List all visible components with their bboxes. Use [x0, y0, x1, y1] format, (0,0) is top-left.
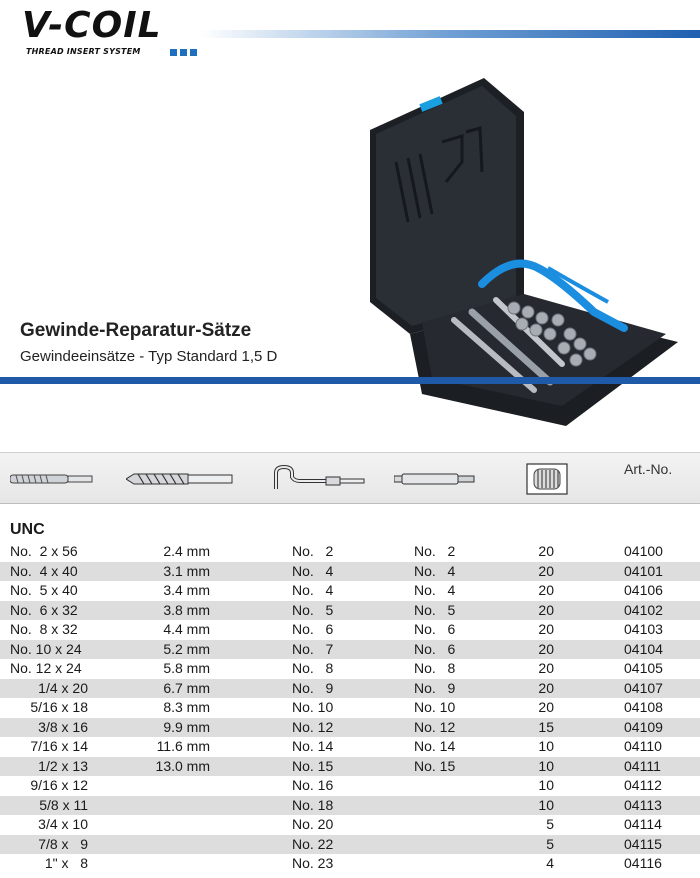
drill-size-cell: 11.6 mm: [156, 738, 210, 754]
installation-tool-cell: No. 7: [292, 640, 334, 657]
article-number-cell: 04106: [624, 582, 663, 598]
thread-size-cell: 1" x 8: [44, 855, 88, 871]
thread-size-cell: 3/4 x 10: [38, 816, 88, 832]
table-row: [0, 796, 700, 816]
tang-tool-cell: No. 9: [414, 679, 456, 696]
article-number-cell: 04112: [624, 777, 662, 793]
logo-subtitle: THREAD INSERT SYSTEM: [26, 47, 141, 56]
quantity-cell: 5: [546, 816, 554, 832]
installation-tool-cell: No. 4: [292, 562, 334, 579]
tang-tool-cell: No. 15: [414, 757, 456, 774]
installation-tool-icon: [270, 463, 366, 495]
article-number-cell: 04109: [624, 718, 663, 735]
blue-divider-band: [0, 377, 700, 384]
quantity-cell: 4: [546, 855, 554, 871]
article-number-cell: 04105: [624, 660, 663, 676]
tang-tool-cell: No. 10: [414, 699, 456, 715]
quantity-cell: 20: [538, 543, 554, 559]
installation-tool-cell: No. 18: [292, 796, 334, 813]
table-row: [0, 620, 700, 640]
installation-tool-cell: No. 12: [292, 718, 334, 735]
thread-size-cell: 9/16 x 12: [30, 777, 88, 793]
thread-size-cell: No. 2 x 56: [10, 543, 78, 559]
drill-size-cell: 9.9 mm: [163, 718, 210, 735]
tang-tool-cell: No. 8: [414, 660, 456, 676]
installation-tool-cell: No. 23: [292, 855, 334, 871]
article-number-cell: 04100: [624, 543, 663, 559]
table-row: [0, 581, 700, 601]
page-title: Gewinde-Reparatur-Sätze: [20, 320, 252, 341]
quantity-cell: 20: [538, 660, 554, 676]
installation-tool-cell: No. 9: [292, 679, 334, 696]
table-row: [0, 679, 700, 699]
quantity-cell: 10: [538, 738, 554, 754]
quantity-cell: 20: [538, 582, 554, 598]
tang-tool-cell: No. 6: [414, 640, 456, 657]
logo-squares: [170, 49, 197, 56]
table-row: [0, 835, 700, 855]
drill-size-cell: 3.4 mm: [163, 582, 210, 598]
drill-size-cell: 3.1 mm: [163, 562, 210, 579]
page-subtitle: Gewindeeinsätze - Typ Standard 1,5 D: [20, 348, 278, 365]
installation-tool-cell: No. 16: [292, 777, 334, 793]
thread-size-cell: No. 12 x 24: [10, 660, 82, 676]
tang-tool-cell: No. 2: [414, 543, 456, 559]
installation-tool-cell: No. 22: [292, 835, 334, 852]
quantity-cell: 20: [538, 562, 554, 579]
article-number-cell: 04103: [624, 621, 663, 637]
drill-size-cell: 13.0 mm: [155, 757, 210, 774]
thread-size-cell: No. 4 x 40: [10, 562, 78, 579]
tool-header-row: [0, 452, 700, 504]
table-row: [0, 737, 700, 757]
thread-size-cell: 5/16 x 18: [30, 699, 88, 715]
article-number-header: Art.-No.: [624, 461, 673, 477]
thread-size-cell: 7/8 x 9: [38, 835, 88, 852]
article-number-cell: 04101: [624, 562, 663, 579]
article-number-cell: 04115: [624, 835, 662, 852]
table-row: [0, 776, 700, 796]
article-number-cell: 04114: [624, 816, 662, 832]
section-label-unc: UNC: [10, 521, 45, 538]
quantity-cell: 20: [538, 601, 554, 618]
article-number-cell: 04116: [624, 855, 662, 871]
size-table: [0, 542, 700, 874]
table-row: [0, 757, 700, 777]
logo-text: V-COIL: [22, 5, 162, 46]
quantity-cell: 5: [546, 835, 554, 852]
quantity-cell: 20: [538, 699, 554, 715]
thread-insert-icon: [526, 463, 568, 495]
article-number-cell: 04110: [624, 738, 662, 754]
thread-size-cell: No. 6 x 32: [10, 601, 78, 618]
brand-logo: [22, 4, 192, 60]
thread-size-cell: 1/4 x 20: [38, 679, 88, 696]
article-number-cell: 04108: [624, 699, 663, 715]
table-row: [0, 640, 700, 660]
tang-tool-cell: No. 12: [414, 718, 456, 735]
quantity-cell: 10: [538, 757, 554, 774]
table-row: [0, 542, 700, 562]
tang-tool-cell: No. 4: [414, 582, 456, 598]
drill-bit-icon: [126, 472, 234, 486]
tang-tool-cell: No. 4: [414, 562, 456, 579]
quantity-cell: 10: [538, 796, 554, 813]
header-gradient-bar: [200, 30, 700, 38]
thread-size-cell: 3/8 x 16: [38, 718, 88, 735]
table-row: [0, 718, 700, 738]
table-row: [0, 854, 700, 874]
tang-tool-cell: No. 5: [414, 601, 456, 618]
thread-size-cell: No. 8 x 32: [10, 621, 78, 637]
tang-tool-cell: No. 6: [414, 621, 456, 637]
quantity-cell: 20: [538, 640, 554, 657]
installation-tool-cell: No. 15: [292, 757, 334, 774]
article-number-cell: 04102: [624, 601, 663, 618]
article-number-cell: 04107: [624, 679, 663, 696]
installation-tool-cell: No. 10: [292, 699, 334, 715]
thread-size-cell: No. 5 x 40: [10, 582, 78, 598]
installation-tool-cell: No. 6: [292, 621, 334, 637]
drill-size-cell: 3.8 mm: [163, 601, 210, 618]
quantity-cell: 15: [538, 718, 554, 735]
quantity-cell: 10: [538, 777, 554, 793]
installation-tool-cell: No. 5: [292, 601, 334, 618]
drill-size-cell: 5.2 mm: [163, 640, 210, 657]
drill-size-cell: 5.8 mm: [163, 660, 210, 676]
table-row: [0, 815, 700, 835]
thread-size-cell: 7/16 x 14: [30, 738, 88, 754]
article-number-cell: 04104: [624, 640, 663, 657]
quantity-cell: 20: [538, 679, 554, 696]
thread-size-cell: 5/8 x 11: [39, 796, 88, 813]
table-row: [0, 601, 700, 621]
quantity-cell: 20: [538, 621, 554, 637]
table-row: [0, 698, 700, 718]
drill-size-cell: 4.4 mm: [163, 621, 210, 637]
tang-break-tool-icon: [394, 473, 476, 485]
article-number-cell: 04113: [624, 796, 662, 813]
thread-size-cell: No. 10 x 24: [10, 640, 82, 657]
thread-size-cell: 1/2 x 13: [38, 757, 88, 774]
tang-tool-cell: No. 14: [414, 738, 456, 754]
installation-tool-cell: No. 2: [292, 543, 334, 559]
drill-size-cell: 2.4 mm: [163, 543, 210, 559]
installation-tool-cell: No. 14: [292, 738, 334, 754]
drill-size-cell: 6.7 mm: [163, 679, 210, 696]
table-row: [0, 562, 700, 582]
installation-tool-cell: No. 4: [292, 582, 334, 598]
drill-size-cell: 8.3 mm: [163, 699, 210, 715]
installation-tool-cell: No. 20: [292, 816, 334, 832]
installation-tool-cell: No. 8: [292, 660, 334, 676]
table-row: [0, 659, 700, 679]
tap-icon: [10, 471, 94, 487]
article-number-cell: 04111: [624, 757, 661, 774]
